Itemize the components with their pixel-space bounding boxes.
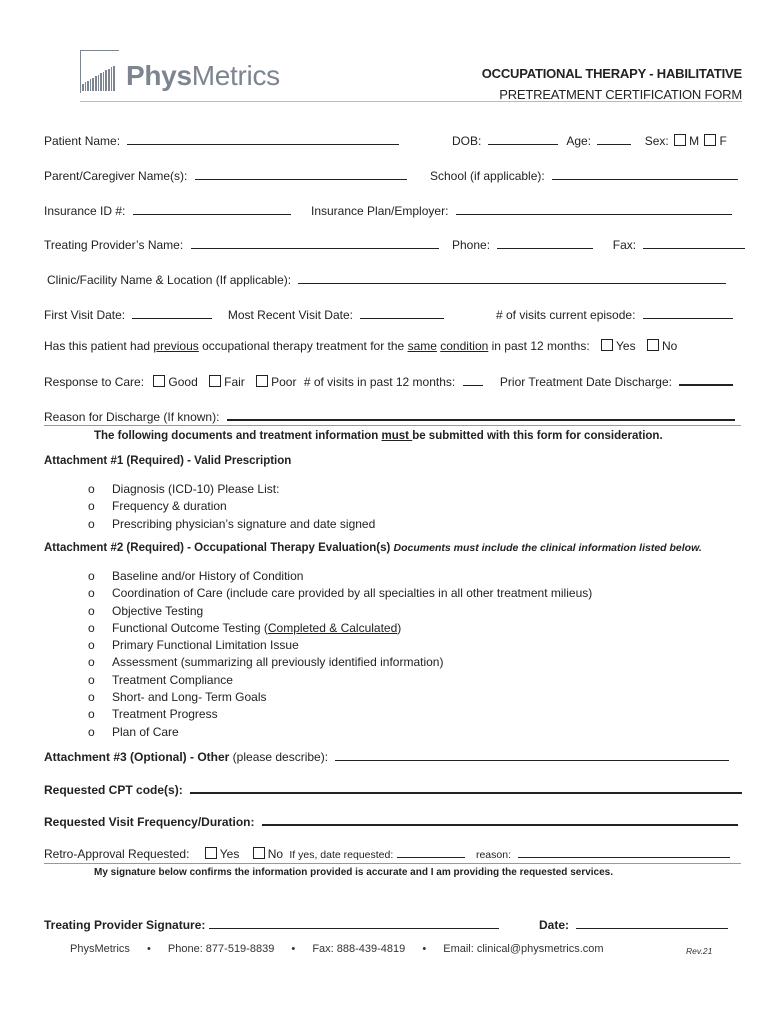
section-divider [44,863,741,864]
school-label: School (if applicable): [430,169,545,183]
bullet-icon: o [88,707,95,722]
first-visit-field[interactable] [132,307,212,319]
list-item-text: Assessment (summarizing all previously identified information) [112,655,444,670]
first-visit-label: First Visit Date: [44,308,126,322]
prior-discharge-field[interactable] [679,373,733,386]
bullet-icon: o [88,690,95,705]
phone-fax-row [452,237,745,252]
cpt-field[interactable] [190,781,742,794]
retro-no-checkbox[interactable] [253,847,265,859]
retro-label: Retro-Approval Requested: [44,847,190,861]
response-poor-checkbox[interactable] [256,375,268,387]
sex-f-checkbox[interactable] [704,134,716,146]
visits12-field[interactable] [463,374,483,386]
bullet-icon: o [88,482,95,496]
attachment3-title: Attachment #3 (Optional) - Other [44,750,230,764]
response-fair-checkbox[interactable] [209,375,221,387]
recent-visit-label: Most Recent Visit Date: [227,308,353,322]
list-item [88,637,592,654]
previous-question-text: Has this patient had [44,339,154,353]
school-row [430,168,738,183]
attachment1-title: Attachment #1 (Required) - Valid Prescription [44,455,292,467]
sex-m-checkbox[interactable] [674,134,686,146]
discharge-reason-field[interactable] [227,408,735,421]
list-item [88,706,592,723]
insurance-plan-field[interactable] [456,203,732,215]
list-item-text: Primary Functional Limitation Issue [112,638,299,653]
footer-phone: Phone: 877-519-8839 [167,943,275,955]
list-item [88,724,592,741]
fot-underline: Completed & Calculated [267,620,398,635]
list-item [88,689,592,706]
bullet-icon: o [88,603,95,618]
insurance-id-field[interactable] [133,203,291,215]
documents-notice [94,430,663,442]
insurance-id-row [44,203,291,218]
visits-episode-field[interactable] [643,307,733,319]
bullet-icon: o [88,499,95,514]
list-item-text: Functional Outcome Testing ( [112,620,268,635]
discharge-reason-label: Reason for Discharge (If known): [44,410,220,424]
bullet-icon: • [422,943,427,955]
retro-reason-label: reason: [475,849,511,861]
age-label: Age: [566,134,592,148]
list-item-text: Objective Testing [112,603,204,618]
previous-treatment-row [44,339,677,353]
list-item-text: Prescribing physician’s signature and date signed [112,516,376,531]
response-row [44,373,733,389]
list-item [88,568,592,585]
logo-wordmark: PhysMetrics [126,60,280,91]
frequency-label: Requested Visit Frequency/Duration: [44,815,255,829]
previous-no-label: No [661,339,678,353]
list-item-text: Diagnosis (ICD-10) Please List: [112,482,280,496]
fax-label: Fax: [612,238,637,252]
visits12-label: # of visits in past 12 months: [303,375,456,389]
footer-company: PhysMetrics [70,943,130,955]
list-item [88,672,592,689]
parent-label: Parent/Caregiver Name(s): [44,169,188,183]
previous-underline: previous [153,339,199,353]
notice-text: The following documents and treatment information [94,430,382,442]
parent-row [44,168,407,183]
list-item-text: Treatment Progress [112,707,218,722]
previous-question-text: in past 12 months: [488,339,590,353]
response-good-checkbox[interactable] [153,375,165,387]
list-item-text: ) [397,620,402,635]
dob-label: DOB: [452,134,482,148]
phone-label: Phone: [452,238,491,252]
bullet-icon: o [88,569,95,583]
provider-field[interactable] [191,237,439,249]
footer-email[interactable]: Email: clinical@physmetrics.com [443,943,604,955]
condition-underline: condition [440,339,489,353]
list-item [88,603,592,620]
previous-yes-checkbox[interactable] [601,339,613,351]
cpt-label: Requested CPT code(s): [44,783,183,797]
prior-discharge-label: Prior Treatment Date Discharge: [499,375,672,389]
insurance-plan-row [311,203,732,218]
retro-yes-label: Yes [219,847,240,861]
same-underline: same [407,339,437,353]
footer [70,943,618,955]
sex-f-label: F [719,134,727,148]
bullet-icon: o [88,516,95,531]
notice-text: be submitted with this form for consideration. [412,430,663,442]
date-label: Date: [539,918,570,932]
list-item [88,481,375,498]
fax-field[interactable] [643,237,745,249]
clinic-row [47,272,726,287]
notice-must: must [381,430,413,442]
response-good-label: Good [168,375,198,389]
form-title: OCCUPATIONAL THERAPY - HABILITATIVE [481,66,742,81]
visits-episode-label: # of visits current episode: [496,308,636,322]
response-fair-label: Fair [224,375,245,389]
bullet-icon: • [146,943,151,955]
provider-label: Treating Provider’s Name: [44,238,184,252]
insurance-plan-label: Insurance Plan/Employer: [311,204,449,218]
retro-reason-field[interactable] [518,846,730,858]
retro-no-label: No [267,847,284,861]
dob-age-sex-row [452,133,727,148]
sex-m-label: M [689,134,700,148]
list-item-text: Baseline and/or History of Condition [112,569,304,583]
attachment2-title: Attachment #2 (Required) - Occupational Therapy Evaluation(s) [44,542,394,554]
section-divider [44,425,741,426]
date-row [539,917,728,932]
attachment1-list [88,481,375,533]
list-item-text: Frequency & duration [112,499,227,514]
response-poor-label: Poor [271,375,297,389]
signature-field[interactable] [209,917,499,929]
clinic-field[interactable] [298,272,726,284]
clinic-label: Clinic/Facility Name & Location (If applicable): [47,273,292,287]
bullet-icon: o [88,586,95,601]
recent-visit-field[interactable] [360,307,444,319]
frequency-field[interactable] [262,813,738,826]
dob-field[interactable] [488,133,558,145]
provider-row [44,237,439,252]
list-item [88,654,592,671]
previous-yes-label: Yes [616,339,636,353]
list-item [88,498,375,515]
signature-row [44,917,499,932]
bullet-icon: o [88,638,95,653]
signature-notice: My signature below confirms the information provided is accurate and I am providing the requested services. [94,867,614,878]
list-item [88,620,592,637]
previous-no-checkbox[interactable] [647,339,659,351]
frequency-row [44,813,738,829]
form-subtitle: PRETREATMENT CERTIFICATION FORM [499,87,742,102]
patient-name-label: Patient Name: [44,134,121,148]
logo-bars-icon [82,66,115,91]
list-item-text: Plan of Care [112,724,179,739]
retro-yes-checkbox[interactable] [205,847,217,859]
list-item [88,585,592,602]
cpt-row [44,781,742,797]
attachment3-desc: (please describe): [229,750,329,764]
list-item [88,516,375,533]
bullet-icon: o [88,724,95,739]
retro-date-label: If yes, date requested: [289,849,394,861]
bullet-icon: o [88,672,95,687]
list-item-text: Coordination of Care (include care provided by all specialties in all other treatment milieus) [112,586,593,601]
patient-name-field[interactable] [127,133,399,145]
attachment2-note: Documents must include the clinical information listed below. [393,542,702,554]
date-field[interactable] [576,917,728,929]
list-item-text: Short- and Long- Term Goals [112,690,267,705]
footer-fax: Fax: 888-439-4819 [312,943,406,955]
visits-episode-row [496,307,733,322]
bullet-icon: • [291,943,296,955]
retro-row [44,846,730,861]
age-field[interactable] [597,133,631,145]
attachment3-row [44,749,729,764]
school-field[interactable] [552,168,738,180]
phone-field[interactable] [497,237,593,249]
list-item-text: Treatment Compliance [112,672,233,687]
sex-label: Sex: [644,134,669,148]
signature-label: Treating Provider Signature: [44,918,206,932]
insurance-id-label: Insurance ID #: [44,204,126,218]
attachment2-title-row [44,542,702,554]
discharge-reason-row [44,408,735,424]
patient-name-row [44,133,399,148]
attachment3-field[interactable] [335,749,729,761]
visit-dates-row [44,307,444,322]
retro-date-field[interactable] [397,846,465,858]
bullet-icon: o [88,620,95,635]
bullet-icon: o [88,655,95,670]
revision-label: Rev.21 [686,946,713,956]
response-label: Response to Care: [44,375,145,389]
attachment2-list [88,568,592,741]
parent-field[interactable] [195,168,407,180]
previous-question-text: occupational therapy treatment for the [198,339,408,353]
